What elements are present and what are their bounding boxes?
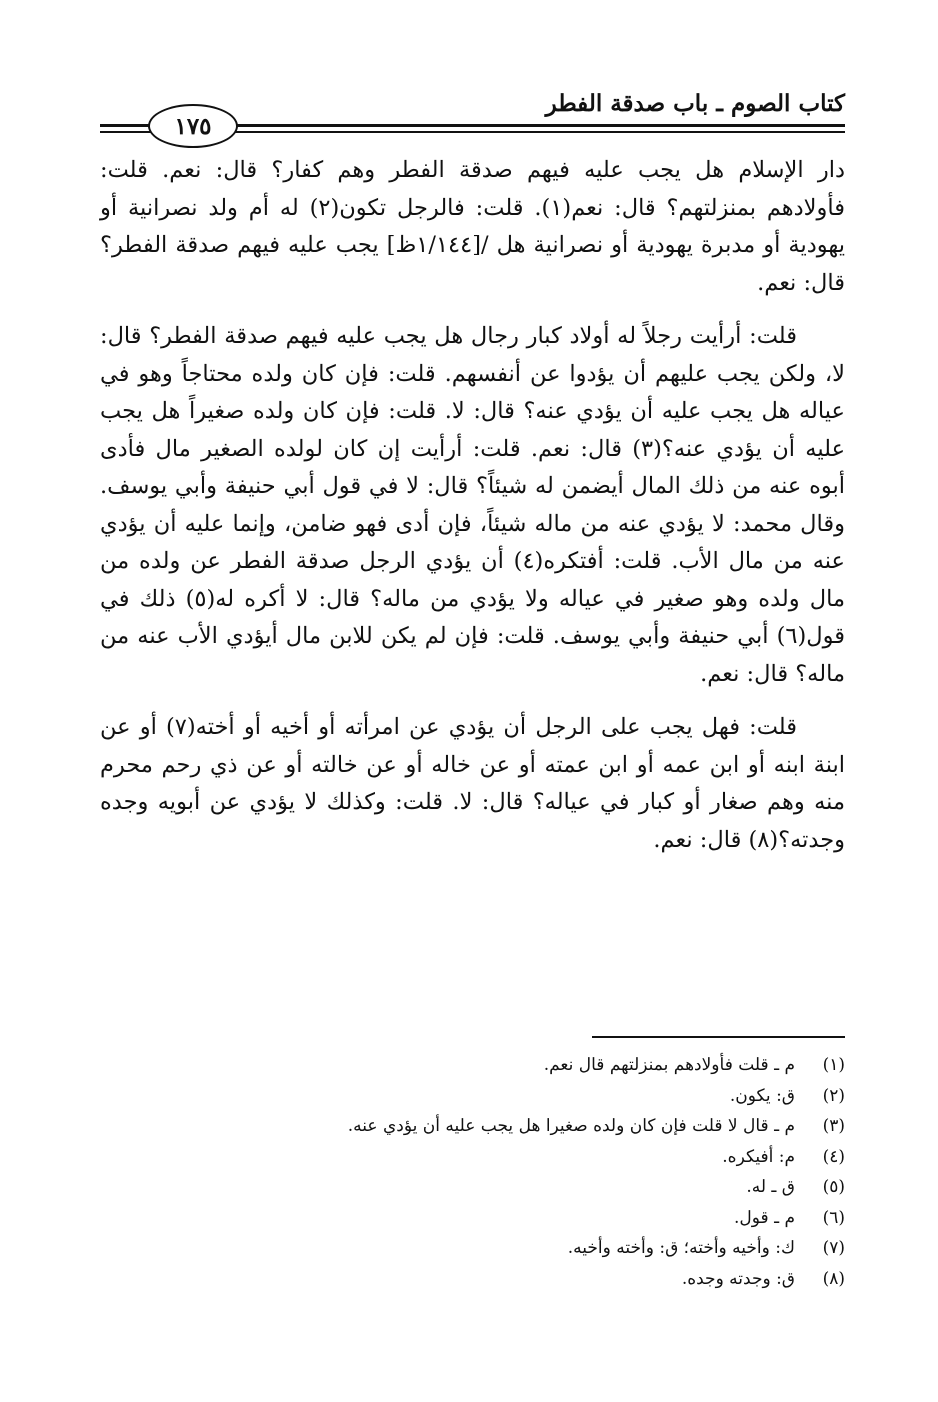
footnote-number: (١) [822,1055,845,1075]
footnote [100,1050,845,1081]
footnote-text: ق: وجدته وجده. [681,1268,795,1289]
header-rule [100,131,152,133]
footnote-text: ق ـ له. [746,1177,795,1197]
page-number: ١٧٥ [148,104,238,148]
paragraph: قلت: أرأيت رجلاً له أولاد كبار رجال هل يجب عليه فيهم صدقة الفطر؟ قال: لا، ولكن يجب عليهم أن يؤدوا عن أنفسهم. قلت: فإن كان ولده محتاجاً وهو في عياله هل يجب عليه أن يؤدي عنه؟ قال: لا. قلت: فإن كان ولده صغيراً هل يجب عليه أن يؤدي عنه؟(٣) قال: نعم. قلت: أرأيت إن كان لولده الصغير مال فأدى أبوه عنه من ذلك المال أيضمن له شيئاً؟ قال: لا في قول أبي حنيفة وأبي يوسف. وقال محمد: لا يؤدي عنه من ماله شيئاً، فإن أدى فهو ضامن، وإنما عليه أن يؤدي عنه من مال الأب. قلت: أفتكره(٤) أن يؤدي الرجل صدقة الفطر عن ولده من مال ولده وهو صغير في عياله ولا يؤدي من ماله؟ قال: لا أكره له(٥) ذلك في قول(٦) أبي حنيفة وأبي يوسف. قلت: فإن لم يكن للابن مال أيؤدي الأب عنه من ماله؟ قال: نعم. [100,323,845,687]
paragraph: قلت: فهل يجب على الرجل أن يؤدي عن امرأته أو أخيه أو أخته(٧) أو عن ابنة ابنه أو ابن عمه أو ابن عمته أو عن خاله أو عن خالته أو عن ذي رحم محرم منه وهم صغار أو كبار في عياله؟ قال: لا. قلت: وكذلك لا يؤدي عن أبويه وجده وجدته؟(٨) قال: نعم. [100,714,845,853]
footnote [100,1233,845,1264]
footnote-number: (٢) [822,1085,845,1106]
header-rule [228,124,845,127]
footnote-number: (٦) [822,1207,845,1228]
footnote-text: م ـ قول. [734,1207,795,1228]
footnote-text: م: أفيكره. [722,1146,795,1167]
footnote-separator [592,1036,845,1038]
header-rule [228,131,845,133]
footnote-text: ق: يكون. [729,1085,795,1106]
footnote-number: (٤) [822,1146,845,1167]
footnotes [100,1050,845,1294]
footnote-text: م ـ قال لا قلت فإن كان ولده صغيرا هل يجب عليه أن يؤدي عنه. [347,1116,795,1136]
main-text [100,152,845,875]
footnote [100,1264,845,1295]
footnote [100,1111,845,1142]
footnote-number: (٥) [822,1177,845,1197]
footnote-number: (٣) [822,1116,845,1136]
footnote-number: (٧) [822,1238,845,1258]
running-title: كتاب الصوم ـ باب صدقة الفطر [545,90,845,117]
footnote [100,1081,845,1112]
footnote [100,1142,845,1173]
footnote-text: ك: وأخيه وأخته؛ ق: وأخته وأخيه. [567,1238,795,1258]
footnote-text: م ـ قلت فأولادهم بمنزلتهم قال نعم. [543,1055,795,1075]
footnote [100,1172,845,1203]
paragraph: دار الإسلام هل يجب عليه فيهم صدقة الفطر وهم كفار؟ قال: نعم. قلت: فأولادهم بمنزلتهم؟ قال: نعم(١). قلت: فالرجل تكون(٢) له أم ولد نصرانية أو يهودية أو مدبرة يهودية أو نصرانية هل /[١/١٤٤ظ] يجب عليه فيهم صدقة الفطر؟ قال: نعم. [100,157,845,296]
page-header [100,82,845,144]
footnote-number: (٨) [822,1268,845,1289]
footnote [100,1203,845,1234]
header-rule [100,124,152,127]
